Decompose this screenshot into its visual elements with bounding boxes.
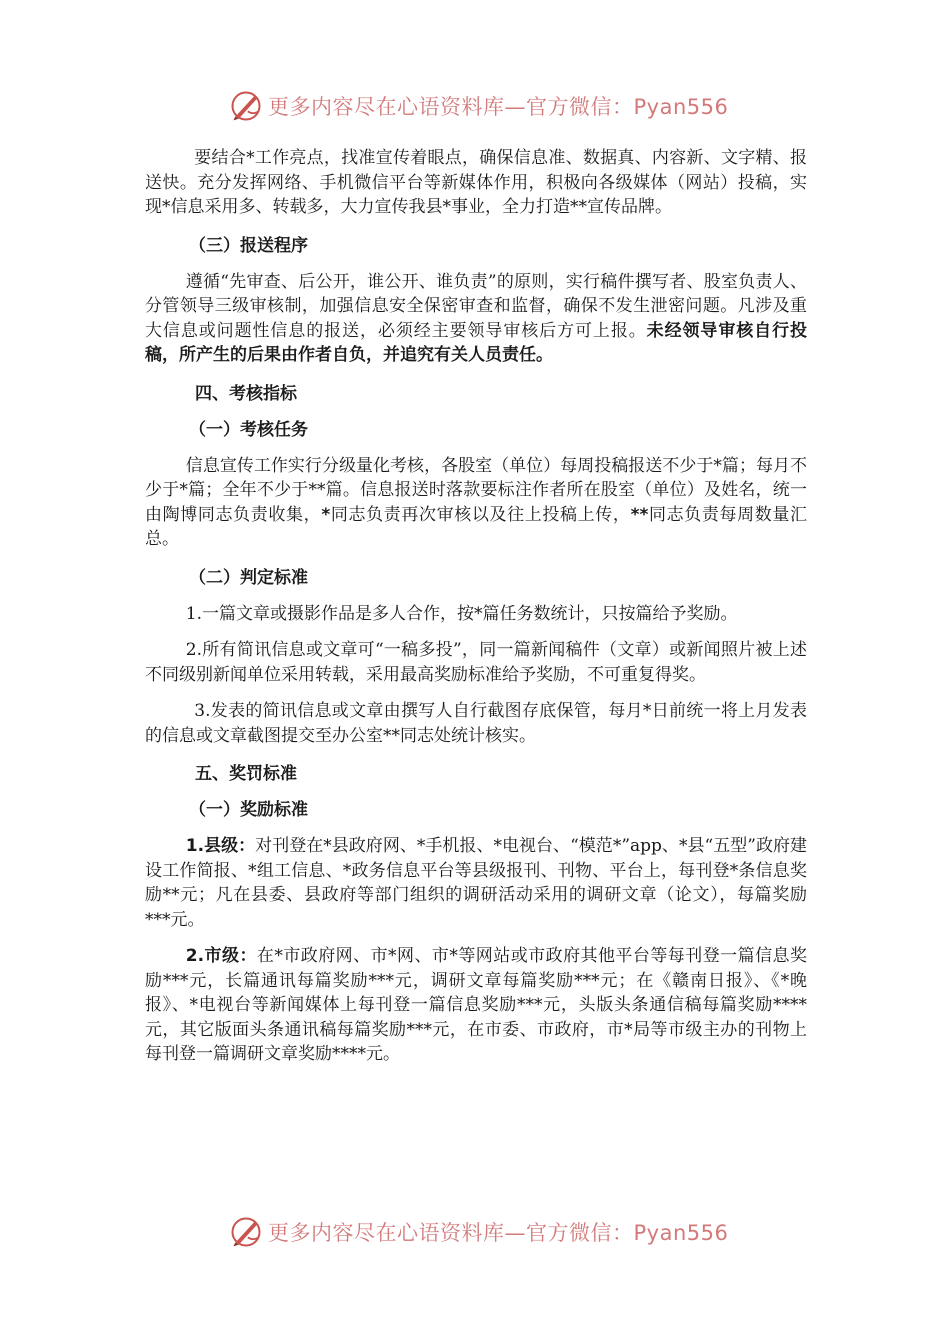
assessment-text-a: 信息宣传工作实行分级量化考核，各股室（单位）每周投稿报送不少于*篇；每月不少于*篇；全年不少于**篇。信息报送时落款要标注作者所在股室（单位）及姓名，统一由陶博同志负责收集， bbox=[145, 455, 807, 525]
assessment-text-c: 同志负责再次审核以及往上投稿上传， bbox=[330, 504, 631, 525]
paragraph-review-principle bbox=[145, 270, 807, 368]
assessment-mark-d: ** bbox=[630, 504, 649, 525]
criteria-item-2: 2.所有简讯信息或文章可“一稿多投”，同一篇新闻稿件（文章）或新闻照片被上述不同级别新闻单位采用转载，采用最高奖励标准给予奖励，不可重复得奖。 bbox=[145, 640, 807, 685]
assessment-mark-b: * bbox=[321, 504, 331, 525]
heading-reporting-procedure: （三）报送程序 bbox=[189, 235, 308, 256]
pen-logo-icon bbox=[228, 88, 264, 124]
review-principle-text: 遵循“先审查、后公开，谁公开、谁负责”的原则，实行稿件撰写者、股室负责人、分管领导三级审核制，加强信息安全保密审查和监督，确保不发生泄密问题。凡涉及重大信息或问题性信息的报送，必须经主要领导审核后方可上报。 bbox=[145, 271, 807, 341]
heading-section-four: 四、考核指标 bbox=[195, 383, 297, 404]
heading-reward-standard: （一）奖励标准 bbox=[189, 800, 308, 820]
paragraph-publicity: 要结合*工作亮点，找准宣传着眼点，确保信息准、数据真、内容新、文字精、报送快。充分发挥网络、手机微信平台等新媒体作用，积极向各级媒体（网站）投稿，实现*信息采用多、转载多，大力宣传我县*事业，全力打造**宣传品牌。 bbox=[145, 148, 807, 217]
reward-county-label: 1.县级： bbox=[185, 836, 256, 856]
pen-logo-icon bbox=[228, 1214, 264, 1250]
reward-city-label: 2.市级： bbox=[185, 946, 257, 966]
heading-section-five: 五、奖罚标准 bbox=[195, 764, 297, 784]
banner-text: 更多内容尽在心语资料库—官方微信：Pyan556 bbox=[268, 95, 729, 119]
heading-judgment-criteria: （二）判定标准 bbox=[189, 567, 308, 588]
assessment-text-e: 同志负责每周数量汇总。 bbox=[145, 504, 808, 549]
heading-assessment-tasks: （一）考核任务 bbox=[189, 419, 308, 440]
review-principle-bold: 未经领导审核自行投稿，所产生的后果由作者自负，并追究有关人员责任。 bbox=[145, 320, 808, 365]
criteria-item-3: 3.发表的简讯信息或文章由撰写人自行截图存底保管，每月*日前统一将上月发表的信息或文章截图提交至办公室**同志处统计核实。 bbox=[145, 701, 807, 746]
document-body bbox=[145, 146, 807, 1067]
banner-text: 更多内容尽在心语资料库—官方微信：Pyan556 bbox=[268, 1221, 729, 1245]
header-banner bbox=[228, 86, 748, 126]
reward-county-level bbox=[145, 834, 807, 932]
paragraph-assessment bbox=[145, 454, 807, 552]
reward-city-text: 在*市政府网、市*网、市*等网站或市政府其他平台等每刊登一篇信息奖励***元，长篇通讯每篇奖励***元，调研文章每篇奖励***元；在《赣南日报》、《*晚报》、*电视台等新闻媒体上每刊登一篇信息奖励***元，头版头条通信稿每篇奖励****元，其它版面头条通讯稿每篇奖励***元，在市委、市政府，市*局等市级主办的刊物上每刊登一篇调研文章奖励****元。 bbox=[145, 946, 807, 1064]
criteria-item-1: 1.一篇文章或摄影作品是多人合作，按*篇任务数统计，只按篇给予奖励。 bbox=[185, 603, 738, 624]
reward-city-level bbox=[145, 944, 807, 1067]
footer-banner bbox=[228, 1212, 748, 1252]
reward-county-text: 对刊登在*县政府网、*手机报、*电视台、“模范*”app、*县“五型”政府建设工作简报、*组工信息、*政务信息平台等县级报刊、刊物、平台上，每刊登*条信息奖励**元；凡在县委、县政府等部门组织的调研活动采用的调研文章（论文），每篇奖励***元。 bbox=[145, 836, 807, 930]
